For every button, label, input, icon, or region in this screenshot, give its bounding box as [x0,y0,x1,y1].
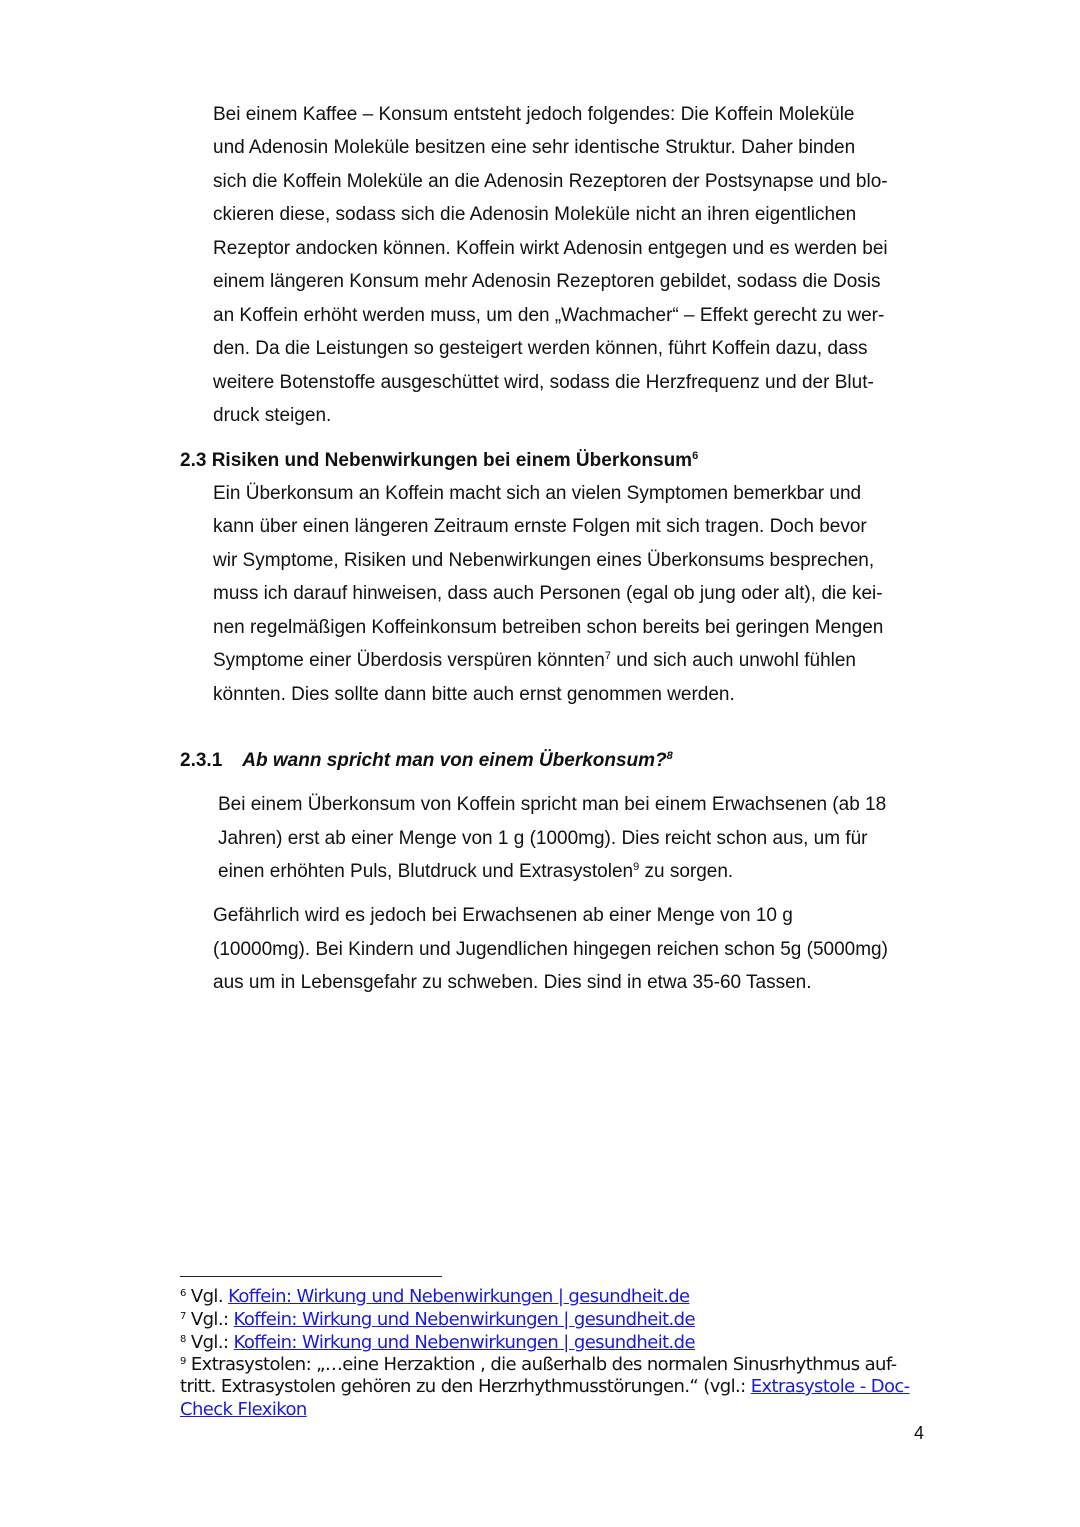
footnote-7 [180,1309,695,1331]
text-line: sich die Koffein Moleküle an die Adenosin Rezeptoren der Postsynapse und blo- [213,171,888,192]
footnote-prefix: Vgl. [190,1286,229,1307]
text-line: und Adenosin Moleküle besitzen eine sehr identische Struktur. Daher binden [213,137,856,158]
heading-text: Ab wann spricht man von einem Überkonsum? [242,750,667,771]
text-line: kann über einen längeren Zeitraum ernste Folgen mit sich tragen. Doch bevor [213,516,867,537]
text-line: Rezeptor andocken können. Koffein wirkt Adenosin entgegen und es werden bei [213,238,888,259]
text: und sich auch unwohl fühlen [610,650,856,671]
footnote-link[interactable]: Extrasystole - Doc- [750,1376,910,1397]
footnote-prefix: Vgl.: [190,1309,234,1330]
text: zu sorgen. [639,861,734,882]
footnote-number: 7 [180,1311,186,1322]
text-line: druck steigen. [213,405,332,426]
footnote-9 [180,1354,897,1376]
text-line: weitere Botenstoffe ausgeschüttet wird, sodass die Herzfrequenz und der Blut- [213,372,874,393]
footnote-ref[interactable]: 8 [666,750,673,762]
text-line: Bei einem Überkonsum von Koffein spricht man bei einem Erwachsenen (ab 18 [218,794,887,815]
footnote-9-cont [180,1376,910,1398]
footnote-link[interactable]: Koffein: Wirkung und Nebenwirkungen | gesundheit.de [228,1286,690,1307]
footnote-9-cont [180,1399,307,1421]
text-line [213,650,856,672]
text-line: ckieren diese, sodass sich die Adenosin Moleküle nicht an ihren eigentlichen [213,204,857,225]
text-line: den. Da die Leistungen so gesteigert werden können, führt Koffein dazu, dass [213,338,868,359]
text-line: könnten. Dies sollte dann bitte auch ernst genommen werden. [213,684,735,705]
text-line: Jahren) erst ab einer Menge von 1 g (1000mg). Dies reicht schon aus, um für [218,828,868,849]
text-line: Gefährlich wird es jedoch bei Erwachsenen ab einer Menge von 10 g [213,905,793,926]
footnote-link[interactable]: Check Flexikon [180,1399,307,1420]
section-heading-2-3-1 [180,750,673,772]
footnote-number: 9 [180,1356,186,1367]
footnote-ref[interactable]: 9 [633,861,640,873]
footnote-link[interactable]: Koffein: Wirkung und Nebenwirkungen | gesundheit.de [233,1309,695,1330]
text-line: Ein Überkonsum an Koffein macht sich an vielen Symptomen bemerkbar und [213,483,862,504]
section-heading-2-3 [180,450,698,472]
text-line: einem längeren Konsum mehr Adenosin Rezeptoren gebildet, sodass die Dosis [213,271,881,292]
text-line: Bei einem Kaffee – Konsum entsteht jedoch folgendes: Die Koffein Moleküle [213,104,855,125]
heading-text: 2.3 Risiken und Nebenwirkungen bei einem Überkonsum [180,450,693,471]
text-line: nen regelmäßigen Koffeinkonsum betreiben schon bereits bei geringen Mengen [213,617,884,638]
text-line: (10000mg). Bei Kindern und Jugendlichen hingegen reichen schon 5g (5000mg) [213,939,888,960]
text-line: wir Symptome, Risiken und Nebenwirkungen eines Überkonsums besprechen, [213,550,875,571]
footnote-separator [180,1276,442,1277]
footnote-text: Extrasystolen: „…eine Herzaktion , die außerhalb des normalen Sinusrhythmus auf- [190,1354,897,1375]
footnote-prefix: Vgl.: [190,1332,234,1353]
page-number: 4 [914,1423,925,1443]
footnote-number: 8 [180,1334,186,1345]
footnote-ref[interactable]: 6 [692,450,699,462]
footnote-number: 6 [180,1288,186,1299]
text-line [218,861,733,883]
text-line: an Koffein erhöht werden muss, um den „Wachmacher“ – Effekt gerecht zu wer- [213,305,885,326]
footnote-link[interactable]: Koffein: Wirkung und Nebenwirkungen | gesundheit.de [233,1332,695,1353]
text-line: muss ich darauf hinweisen, dass auch Personen (egal ob jung oder alt), die kei- [213,583,883,604]
footnote-ref[interactable]: 7 [604,650,611,662]
text-line: aus um in Lebensgefahr zu schweben. Dies sind in etwa 35-60 Tassen. [213,972,812,993]
text: Symptome einer Überdosis verspüren könnten [213,650,605,671]
footnote-8 [180,1332,695,1354]
footnote-6 [180,1286,690,1308]
footnote-text: tritt. Extrasystolen gehören zu den Herzrhythmusstörungen.“ (vgl.: [180,1376,751,1397]
heading-number: 2.3.1 [180,750,223,771]
text: einen erhöhten Puls, Blutdruck und Extrasystolen [218,861,634,882]
